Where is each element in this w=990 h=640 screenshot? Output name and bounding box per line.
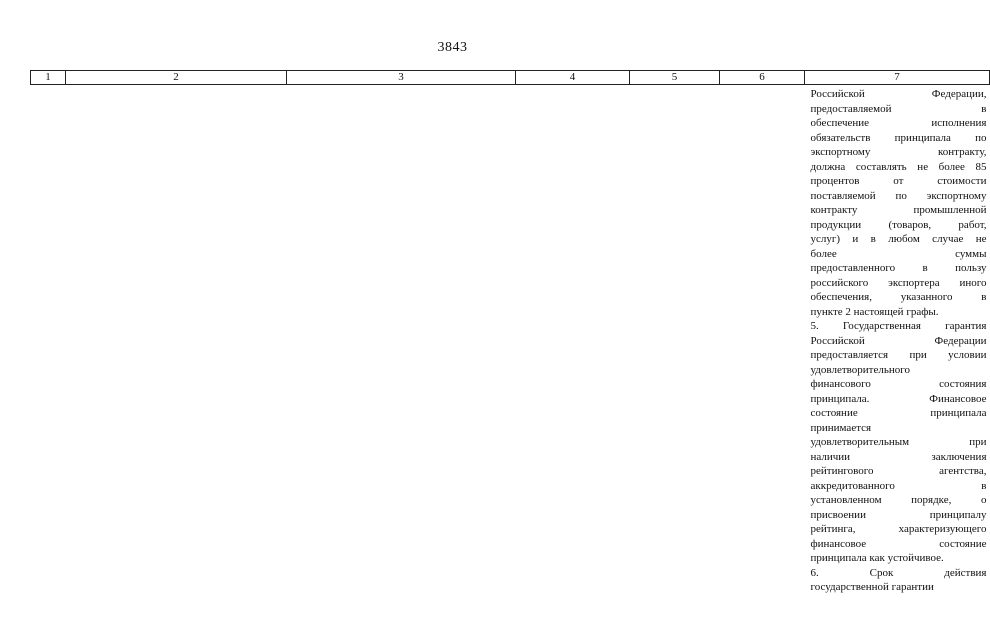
text-line: российского экспортера иного bbox=[810, 276, 987, 289]
paragraph bbox=[811, 87, 987, 319]
text-line: Российской Федерации, bbox=[810, 88, 987, 100]
text-line: принимается bbox=[810, 421, 872, 434]
text-line: пункте 2 настоящей графы. bbox=[810, 305, 939, 318]
text-line: Российской Федерации bbox=[810, 334, 987, 347]
text-line: 5. Государственная гарантия bbox=[810, 320, 987, 332]
text-line: контракту промышленной bbox=[810, 204, 987, 216]
text-line: поставляемой по экспортному bbox=[810, 189, 987, 202]
text-line: обеспечение исполнения bbox=[810, 117, 987, 129]
text-line: предоставляется при условии bbox=[810, 349, 987, 361]
text-line: состояние принципала bbox=[810, 407, 987, 419]
text-line: присвоении принципалу bbox=[810, 508, 987, 521]
column-7-text bbox=[811, 87, 987, 595]
column-header-5: 5 bbox=[630, 71, 720, 85]
text-line: удовлетворительного bbox=[810, 363, 910, 376]
cell-col-3 bbox=[287, 85, 516, 595]
text-line: должна составлять не более 85 bbox=[810, 160, 987, 173]
table-row bbox=[31, 85, 990, 595]
text-line: обязательств принципала по bbox=[810, 131, 987, 144]
text-line: обеспечения, указанного в bbox=[810, 291, 987, 303]
text-line: процентов от стоимости bbox=[810, 175, 987, 187]
cell-col-5 bbox=[630, 85, 720, 595]
column-header-1: 1 bbox=[31, 71, 66, 85]
text-line: 6. Срок действия bbox=[810, 566, 987, 579]
cell-col-6 bbox=[720, 85, 805, 595]
text-line: удовлетворительным при bbox=[810, 436, 987, 448]
column-header-3: 3 bbox=[287, 71, 516, 85]
text-line: аккредитованного в bbox=[810, 479, 987, 492]
cell-col-2 bbox=[66, 85, 287, 595]
column-header-6: 6 bbox=[720, 71, 805, 85]
column-header-4: 4 bbox=[516, 71, 630, 85]
cell-col-1 bbox=[31, 85, 66, 595]
text-line: финансовое состояние bbox=[810, 537, 987, 550]
column-number-row bbox=[31, 71, 990, 85]
text-line: услуг) и в любом случае не bbox=[810, 233, 987, 245]
text-line: экспортному контракту, bbox=[810, 146, 987, 158]
text-line: наличии заключения bbox=[810, 450, 987, 463]
text-line: более суммы bbox=[810, 247, 987, 260]
text-line: финансового состояния bbox=[810, 378, 987, 390]
text-line: рейтингового агентства, bbox=[810, 465, 987, 477]
text-line: продукции (товаров, работ, bbox=[810, 218, 987, 231]
text-line: принципала. Финансовое bbox=[810, 392, 987, 405]
cell-col-7 bbox=[805, 85, 990, 595]
cell-col-4 bbox=[516, 85, 630, 595]
document-table bbox=[30, 70, 990, 595]
text-line: государственной гарантии bbox=[810, 581, 934, 593]
text-line: предоставляемой в bbox=[810, 102, 987, 115]
text-line: принципала как устойчивое. bbox=[810, 552, 944, 564]
paragraph bbox=[811, 319, 987, 566]
paragraph bbox=[811, 566, 987, 595]
page-number: 3843 bbox=[437, 40, 468, 55]
text-line: рейтинга, характеризующего bbox=[810, 523, 987, 535]
text-line: установленном порядке, о bbox=[810, 494, 987, 506]
column-header-2: 2 bbox=[66, 71, 287, 85]
column-header-7: 7 bbox=[805, 71, 990, 85]
text-line: предоставленного в пользу bbox=[810, 262, 987, 274]
